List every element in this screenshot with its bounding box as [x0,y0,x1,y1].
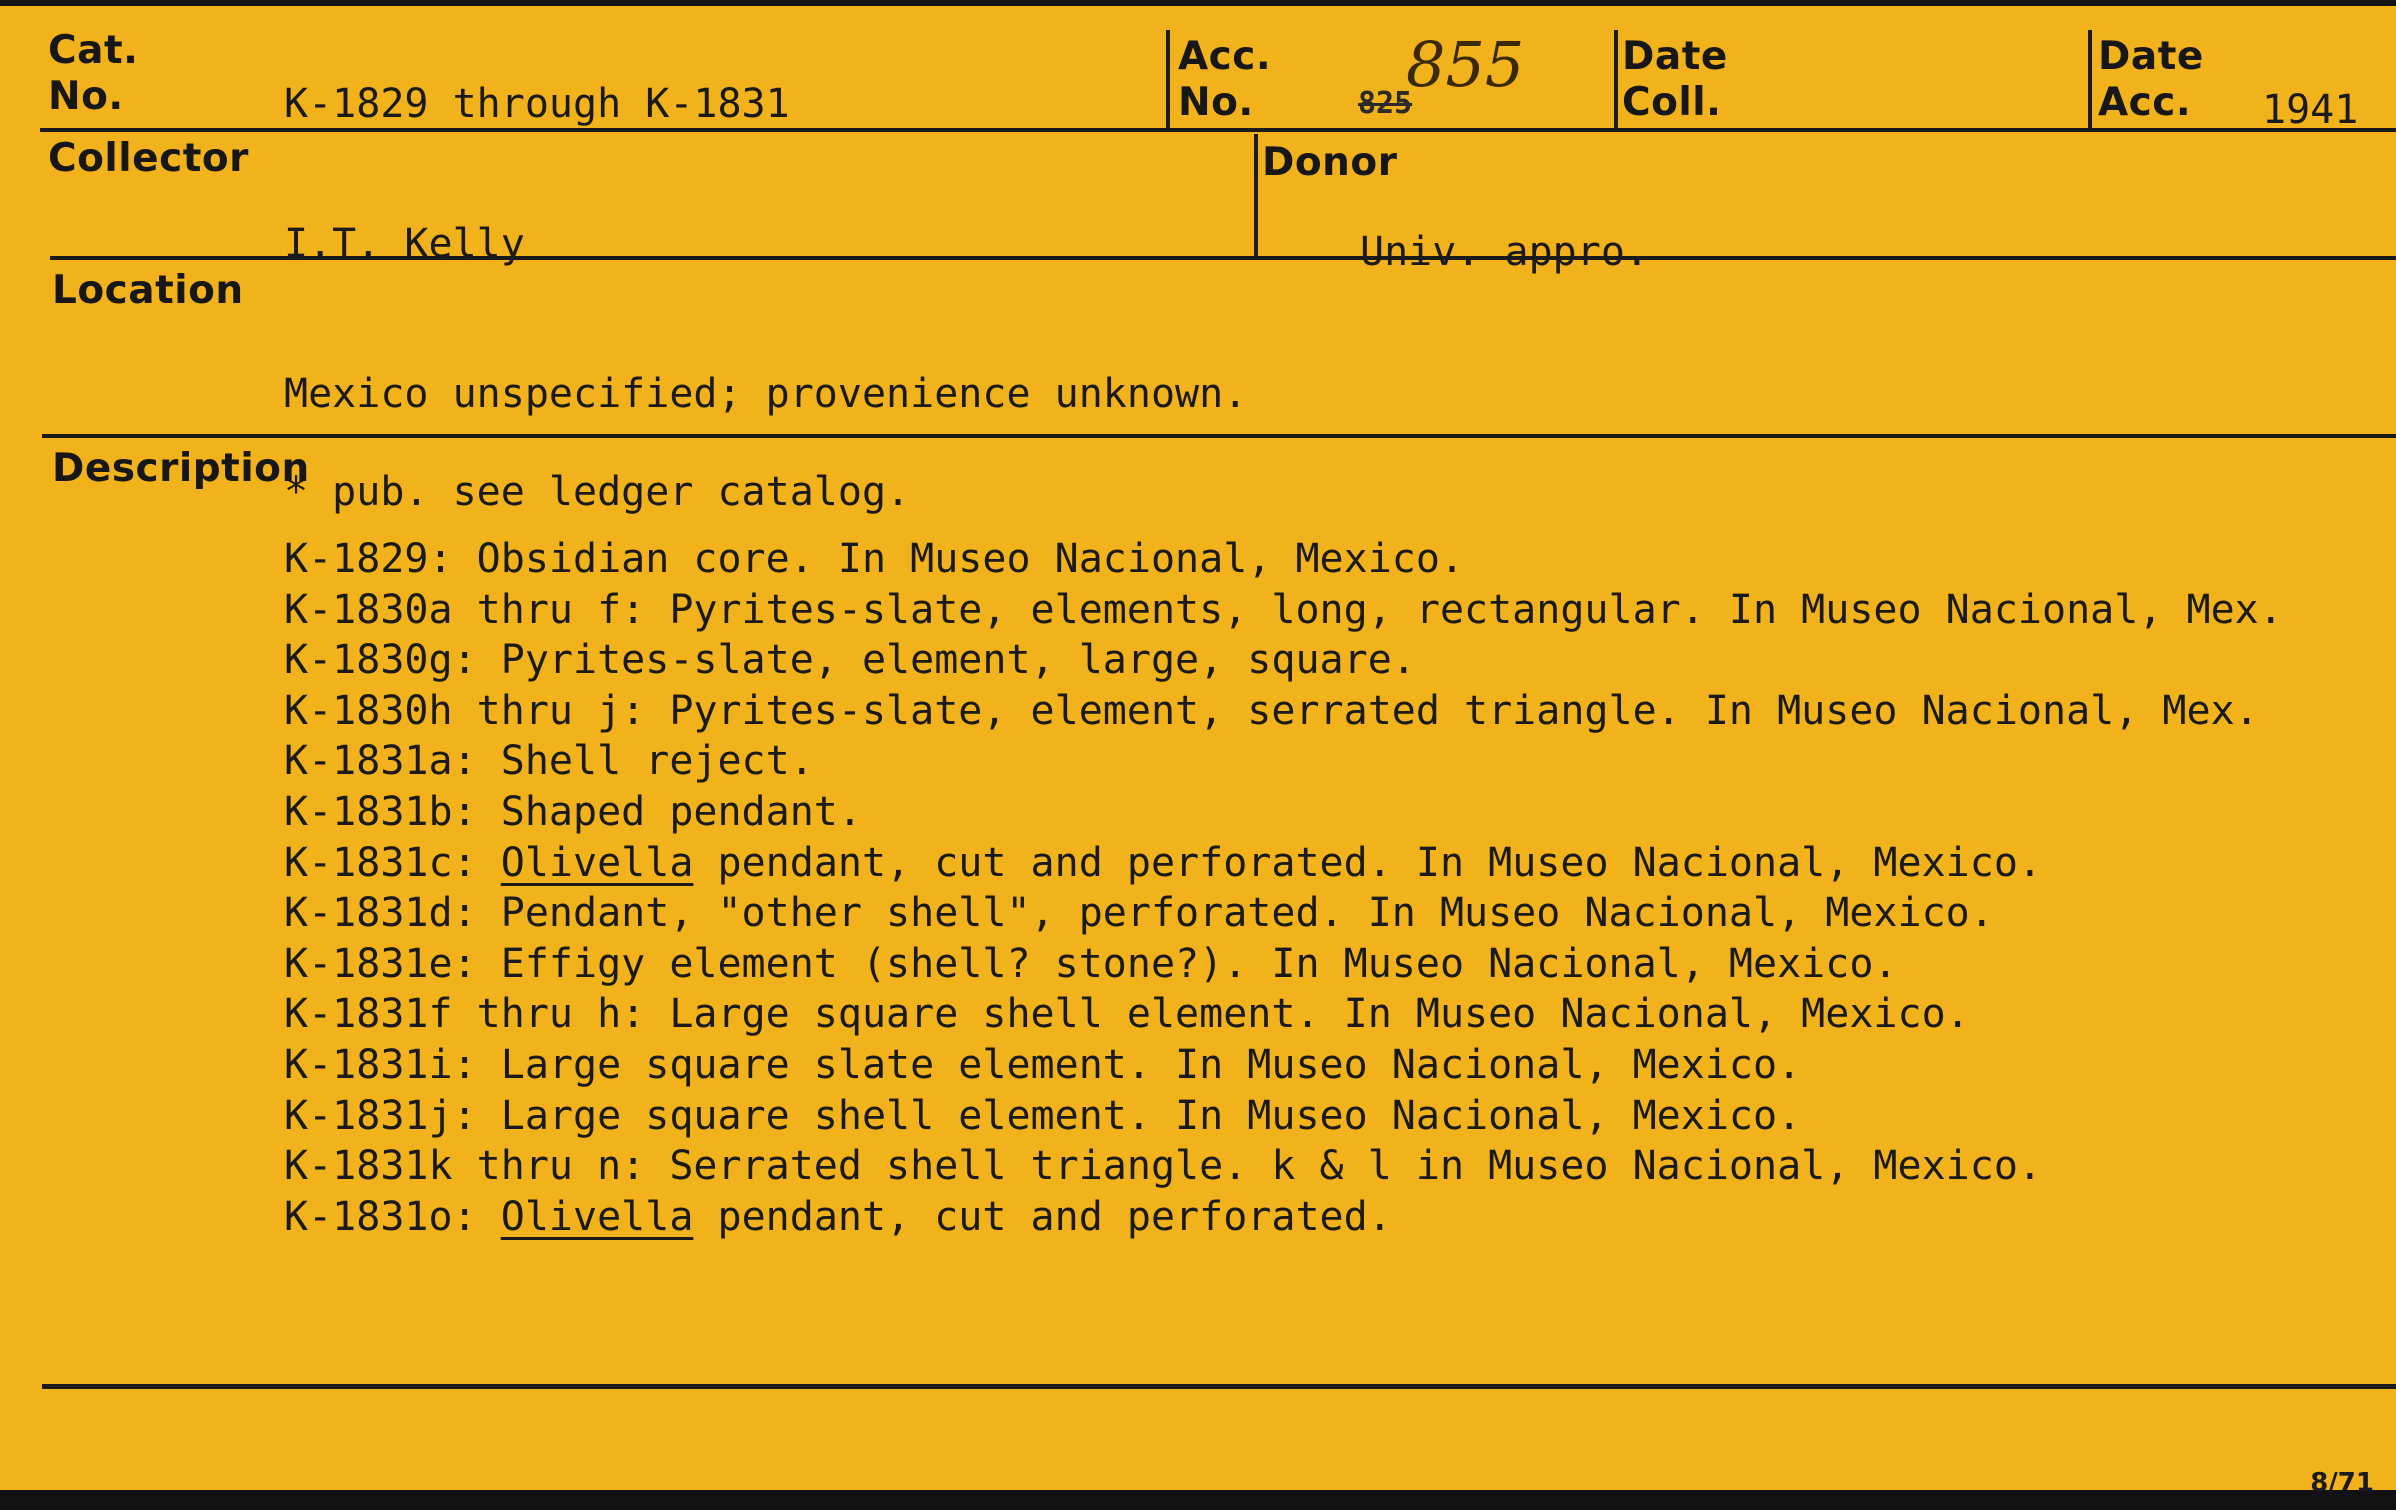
rule-bottom [42,1384,2396,1389]
description-line-text: K-1831a: Shell reject. [284,738,814,785]
description-list [284,534,2283,1242]
acc-no-struck: 825 [1358,86,1413,121]
description-line-text: K-1831e: Effigy element (shell? stone?). In Museo Nacional, Mexico. [284,940,1898,987]
divider-date-acc [2088,30,2092,130]
description-line [284,1141,2283,1192]
collector-value: I.T. Kelly [284,221,525,267]
description-line-underlined: Olivella [500,1193,694,1240]
description-line-text-after: pendant, cut and perforated. In Museo Nacional, Mexico. [693,839,2042,886]
description-line-text: K-1831j: Large square shell element. In Museo Nacional, Mexico. [284,1092,1802,1139]
description-line-text: K-1831d: Pendant, "other shell", perforated. In Museo Nacional, Mexico. [284,890,1994,937]
acc-label [1178,34,1271,126]
location-label: Location [52,268,244,313]
description-line-text: K-1829: Obsidian core. In Museo Nacional, Mexico. [284,536,1465,582]
date-acc-label-line2: Acc. [2098,80,2192,125]
description-line [284,686,2283,737]
donor-value: Univ. appro. [1360,229,1649,275]
description-line [284,838,2283,889]
date-acc-label-line1: Date [2098,34,2204,79]
cat-label [48,28,138,120]
divider-acc [1166,30,1170,130]
description-line-text: K-1830g: Pyrites-slate, element, large, square. [284,637,1416,684]
collector-label: Collector [48,136,249,181]
acc-no-handwritten: 855 [1406,28,1525,101]
divider-donor [1254,134,1258,258]
description-line [284,736,2283,787]
description-line [284,1192,2283,1243]
acc-label-line2: No. [1178,80,1254,125]
description-line [284,989,2283,1040]
description-line [284,787,2283,838]
description-line-text: K-1831o: [284,1193,501,1240]
description-line-text: K-1831b: Shaped pendant. [284,788,862,835]
date-coll-label [1622,34,1728,126]
description-line [284,534,2283,585]
description-line-text: K-1831c: [284,839,501,886]
description-line-underlined: Olivella [500,839,694,886]
cat-no-value: K-1829 through K-1831 [284,81,790,127]
description-line [284,1040,2283,1091]
description-line [284,635,2283,686]
date-coll-label-line1: Date [1622,34,1728,79]
location-value: Mexico unspecified; provenience unknown. [284,371,1248,417]
acc-label-line1: Acc. [1178,34,1272,79]
description-line-text: K-1830h thru j: Pyrites-slate, element, serrated triangle. In Museo Nacional, Mex. [284,687,2259,734]
cat-label-line2: No. [48,74,124,119]
divider-date-coll [1614,30,1618,130]
donor-label: Donor [1262,140,1398,185]
description-line-text: K-1831i: Large square slate element. In Museo Nacional, Mexico. [284,1041,1802,1088]
date-acc-value: 1941 [2262,87,2359,133]
description-line [284,1091,2283,1142]
description-line-text: K-1831f thru h: Large square shell element. In Museo Nacional, Mexico. [284,991,1970,1038]
rule-header [40,128,2396,132]
cat-label-line1: Cat. [48,28,139,73]
description-line [284,939,2283,990]
description-label: Description [52,446,310,491]
rule-location [42,434,2396,438]
form-number: 8/71 [2310,1468,2374,1498]
description-note: * pub. see ledger catalog. [284,469,911,515]
description-line-text: K-1830a thru f: Pyrites-slate, elements, long, rectangular. In Museo Nacional, Mex. [284,586,2283,633]
description-line [284,888,2283,939]
date-coll-label-line2: Coll. [1622,80,1722,125]
description-line [284,585,2283,636]
description-line-text-after: pendant, cut and perforated. [693,1193,1392,1240]
description-line-text: K-1831k thru n: Serrated shell triangle. k & l in Museo Nacional, Mexico. [284,1143,2042,1190]
date-acc-label [2098,34,2204,126]
